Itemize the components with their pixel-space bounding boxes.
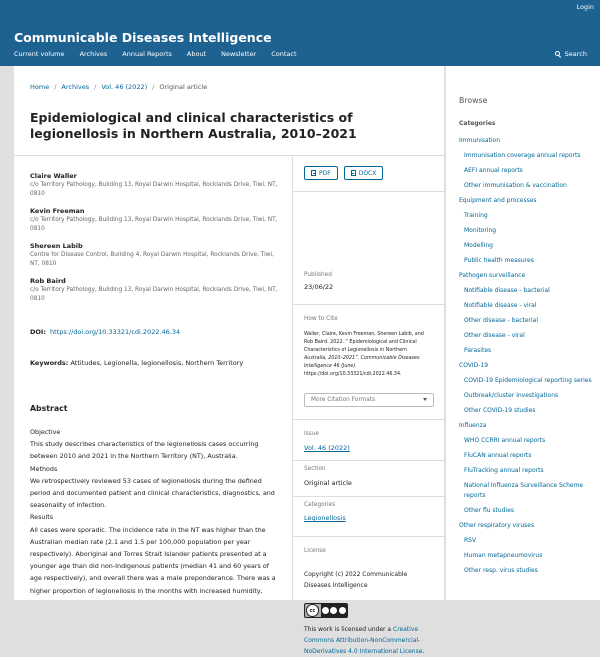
divider xyxy=(292,419,444,420)
browse-heading: Browse xyxy=(459,96,488,105)
nav-archives[interactable]: Archives xyxy=(79,50,108,58)
author-entry xyxy=(30,172,285,199)
by-icon xyxy=(322,607,329,614)
search-label: Search xyxy=(564,50,587,58)
breadcrumb-current: Original article xyxy=(159,83,208,91)
abstract-line: seasonality of infection. xyxy=(30,501,107,510)
sidebar-item[interactable]: Other immunisation & vaccination xyxy=(464,182,567,189)
license-note-suffix: . xyxy=(422,648,425,655)
breadcrumb-separator: / xyxy=(54,83,57,91)
breadcrumb-separator: / xyxy=(152,83,155,91)
abstract-line: We retrospectively reviewed 53 cases of legionellosis during the defined xyxy=(30,476,262,485)
sidebar-item[interactable]: Monitoring xyxy=(464,227,497,234)
docx-label: DOCX xyxy=(358,169,377,177)
abstract-line: Objective xyxy=(30,428,61,436)
nav-current-volume[interactable]: Current volume xyxy=(14,50,65,58)
issue-link[interactable]: Vol. 46 (2022) xyxy=(304,444,350,452)
sidebar-item[interactable]: Other COVID-19 studies xyxy=(464,407,536,414)
citation-line: Waller, Claire, Kevin Freeman, Shereen Labib, and xyxy=(304,332,424,337)
categories-label: Categories xyxy=(304,502,336,508)
citation-line: https://doi.org/10.33321/cdi.2022.46.34. xyxy=(304,372,402,377)
citation-text xyxy=(304,331,434,379)
sidebar-item[interactable]: Immunisation coverage annual reports xyxy=(464,152,581,159)
abstract-line: Results xyxy=(30,513,54,522)
keywords xyxy=(30,359,243,367)
author-affiliation: Centre for Disease Control, Building 4, Royal Darwin Hospital, Rocklands Drive, Tiwi, NT, 0810 xyxy=(30,252,274,267)
author-name: Claire Waller xyxy=(30,172,77,180)
categories-heading: Categories xyxy=(459,120,496,127)
author-name: Shereen Labib xyxy=(30,242,83,250)
search-icon xyxy=(555,51,562,58)
search-link[interactable] xyxy=(555,50,587,58)
sidebar-item[interactable]: Modelling xyxy=(464,242,493,249)
divider xyxy=(292,536,444,537)
abstract-line: respectively). Aboriginal and Torres Strait Islander patients presented at a xyxy=(30,550,267,559)
nav-newsletter[interactable]: Newsletter xyxy=(221,50,257,58)
abstract-line: period and documented patient and clinical characteristics, diagnostics, and xyxy=(30,489,275,498)
abstract-line: This study describes characteristics of the legionellosis cases occurring xyxy=(30,440,259,449)
divider xyxy=(292,496,444,497)
sidebar-item[interactable]: Other flu studies xyxy=(464,507,515,514)
sidebar-item[interactable]: Equipment and processes xyxy=(459,197,537,204)
citation-line: Intelligence 46 (June). xyxy=(304,364,357,369)
sidebar-item[interactable]: Influenza xyxy=(459,422,487,429)
doi-link[interactable]: https://doi.org/10.33321/cdi.2022.46.34 xyxy=(50,328,181,336)
sidebar-item[interactable]: Public health measures xyxy=(464,257,534,264)
author-affiliation: c/o Territory Pathology, Building 13, Royal Darwin Hospital, Rocklands Drive, Tiwi, NT, 0810 xyxy=(30,287,278,302)
sidebar xyxy=(446,66,600,600)
abstract-line: Methods xyxy=(30,464,58,473)
site-title[interactable]: Communicable Diseases Intelligence xyxy=(14,30,272,45)
divider xyxy=(292,460,444,461)
license-link[interactable]: Creative Commons Attribution-NonCommercial-NoDerivatives 4.0 International License xyxy=(304,626,423,655)
breadcrumb-home[interactable]: Home xyxy=(30,83,50,91)
section-value: Original article xyxy=(304,479,352,487)
login-link[interactable]: Login xyxy=(576,3,594,11)
sidebar-item[interactable]: Notifiable disease - bacterial xyxy=(464,287,550,294)
divider xyxy=(292,191,444,192)
citation-formats-label: More Citation Formats xyxy=(311,397,376,403)
article-panel xyxy=(14,66,444,655)
breadcrumb-volume[interactable]: Vol. 46 (2022) xyxy=(101,83,148,91)
breadcrumb-archives[interactable]: Archives xyxy=(61,83,90,91)
sidebar-item[interactable]: RSV xyxy=(464,537,477,544)
galley-links xyxy=(304,166,434,180)
sidebar-item[interactable]: FluCAN annual reports xyxy=(464,452,532,459)
main-nav xyxy=(14,50,297,58)
docx-button[interactable] xyxy=(344,166,384,180)
section-label: Section xyxy=(304,466,326,472)
file-icon xyxy=(311,170,316,177)
breadcrumb-separator: / xyxy=(94,83,97,91)
sidebar-item[interactable]: Parasites xyxy=(464,347,492,354)
issue-label: Issue xyxy=(304,431,319,437)
abstract-line: Australian median rate (2.1 and 1.5 per 100,000 population per year xyxy=(30,537,251,546)
nav-about[interactable]: About xyxy=(186,50,207,58)
citation-line: Rob Baird. 2022. “ Epidemiological and Clinical xyxy=(304,340,417,345)
sidebar-item[interactable]: Training xyxy=(464,212,488,219)
sidebar-item[interactable]: Immunisation xyxy=(459,137,501,144)
abstract-line: higher proportion of legionellosis in the months with increased humidity, xyxy=(30,586,263,595)
author-name: Rob Baird xyxy=(30,277,66,285)
cite-label: How to Cite xyxy=(304,316,338,322)
sidebar-item[interactable]: Notifiable disease - viral xyxy=(464,302,537,309)
divider xyxy=(14,155,444,156)
category-list xyxy=(459,136,597,581)
published-label: Published xyxy=(304,272,332,278)
author-entry xyxy=(30,242,285,269)
citation-line: Australia, 2010–2021”. Communicable Diseases xyxy=(304,356,420,361)
keywords-label: Keywords: xyxy=(30,359,69,367)
article-details xyxy=(304,166,434,655)
sidebar-item[interactable]: COVID-19 xyxy=(459,362,489,369)
citation-formats-dropdown[interactable] xyxy=(304,393,434,407)
abstract-line: All cases were sporadic. The incidence rate in the NT was higher than the xyxy=(30,525,266,534)
abstract-line: between 2010 and 2021 in the Northern Territory (NT), Australia. xyxy=(30,452,238,461)
license-note xyxy=(304,624,434,657)
chevron-down-icon xyxy=(423,398,427,401)
nav-annual-reports[interactable]: Annual Reports xyxy=(122,50,172,58)
category-link[interactable]: Legionellosis xyxy=(304,514,346,522)
sidebar-item[interactable]: Outbreak/cluster investigations xyxy=(464,392,559,399)
doi-label: DOI: xyxy=(30,328,46,336)
abstract-heading: Abstract xyxy=(30,404,68,413)
nc-icon xyxy=(330,607,337,614)
sidebar-item[interactable]: FluTracking annual reports xyxy=(464,467,544,474)
author-list xyxy=(30,172,285,312)
author-affiliation: c/o Territory Pathology, Building 13, Royal Darwin Hospital, Rocklands Drive, Tiwi, NT, 0810 xyxy=(30,182,278,197)
author-entry xyxy=(30,207,285,234)
pdf-button[interactable] xyxy=(304,166,338,180)
abstract-body xyxy=(30,426,288,597)
sidebar-item[interactable]: Other resp. virus studies xyxy=(464,567,538,574)
sidebar-item[interactable]: Other disease - viral xyxy=(464,332,525,339)
site-header xyxy=(0,0,600,66)
cc-attribution-icons xyxy=(321,604,347,617)
divider xyxy=(292,304,444,305)
license-text: Copyright (c) 2022 Communicable Diseases Intelligence xyxy=(304,571,408,589)
nd-icon xyxy=(339,607,346,614)
abstract-line: younger age than did non-Indigenous patients (median 41 and 60 years of xyxy=(30,562,270,571)
published-date: 23/06/22 xyxy=(304,283,334,291)
sidebar-item[interactable]: Other disease - bacterial xyxy=(464,317,539,324)
file-icon xyxy=(351,170,356,177)
pdf-label: PDF xyxy=(319,169,331,177)
abstract-line: age respectively), and overall there was a male preponderance. There was a xyxy=(30,574,276,583)
sidebar-item[interactable]: Pathogen surveillance xyxy=(459,272,526,279)
nav-contact[interactable]: Contact xyxy=(271,50,297,58)
license-label: License xyxy=(304,548,326,554)
author-affiliation: c/o Territory Pathology, Building 13, Royal Darwin Hospital, Rocklands Drive, Tiwi, NT, 0810 xyxy=(30,217,278,232)
divider xyxy=(292,156,293,600)
sidebar-item[interactable]: National Influenza Surveillance Scheme reports xyxy=(464,482,584,499)
author-entry xyxy=(30,277,285,304)
page-title: Epidemiological and clinical characteristics of legionellosis in Northern Australia, 2010–2021 xyxy=(30,110,357,141)
sidebar-item[interactable]: Human metapneumovirus xyxy=(464,552,543,559)
sidebar-item[interactable]: WHO CCRRI annual reports xyxy=(464,437,546,444)
license-note-prefix: This work is licensed under a xyxy=(304,626,394,633)
sidebar-item[interactable]: AEFI annual reports xyxy=(464,167,523,174)
citation-line: Characteristics of Legionellosis in Northern xyxy=(304,348,408,353)
cc-icon: cc xyxy=(306,604,319,617)
breadcrumb xyxy=(30,83,207,91)
sidebar-item[interactable]: COVID-19 Epidemiological reporting series xyxy=(464,377,592,384)
cc-license-badge[interactable] xyxy=(304,603,348,618)
keywords-value: Attitudes, Legionella, legionellosis, Northern Territory xyxy=(70,359,244,367)
doi xyxy=(30,328,180,336)
sidebar-item[interactable]: Other respiratory viruses xyxy=(459,522,535,529)
author-name: Kevin Freeman xyxy=(30,207,85,215)
